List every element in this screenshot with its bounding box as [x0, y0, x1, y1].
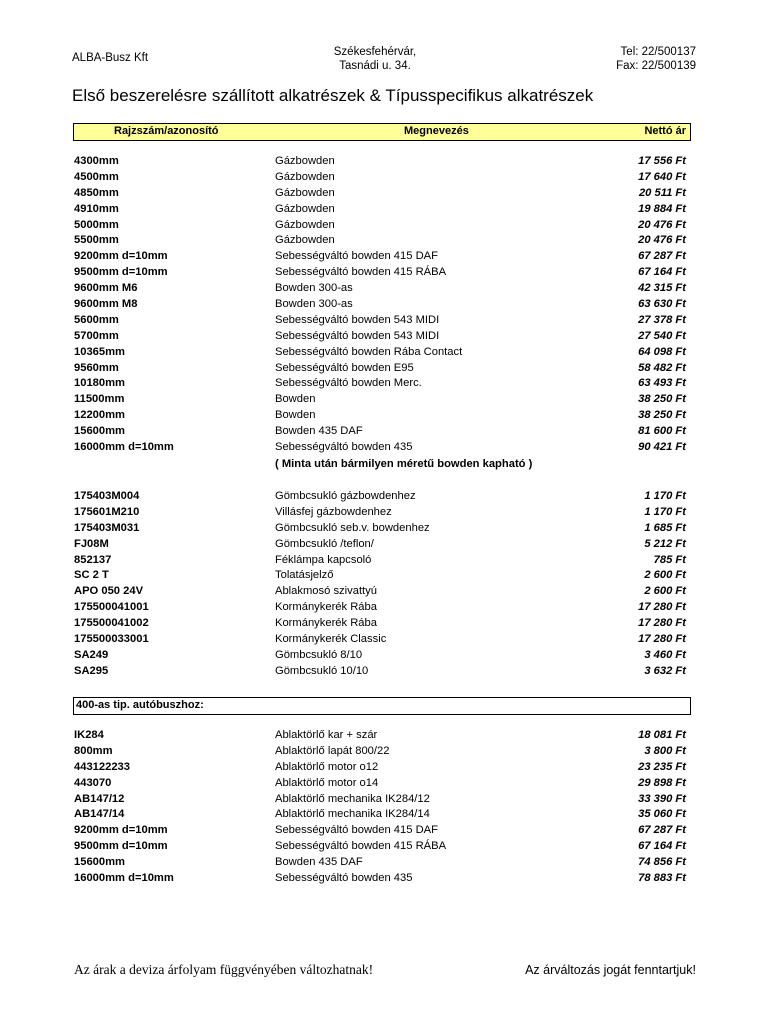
row-code: IK284 — [74, 729, 104, 741]
table-row — [0, 440, 768, 456]
row-name: Ablaktörlő motor o14 — [275, 776, 379, 789]
parts-table-group-1 — [0, 154, 768, 456]
row-code: 12200mm — [74, 409, 126, 422]
row-price: 17 280 Ft — [638, 617, 686, 630]
table-row — [0, 648, 768, 664]
table-row — [0, 233, 768, 249]
row-code: 16000mm d=10mm — [74, 872, 174, 885]
row-price: 20 476 Ft — [638, 218, 686, 231]
row-name: Gömbcsukló seb.v. bowdenhez — [275, 521, 430, 534]
row-name: Sebességváltó bowden Rába Contact — [275, 345, 463, 358]
table-row — [0, 839, 768, 855]
address-city: Székesfehérvár, — [333, 46, 417, 58]
table-row — [0, 871, 768, 887]
row-name: Kormánykerék Rába — [275, 617, 377, 630]
row-name: Bowden — [275, 393, 316, 406]
row-price: 67 287 Ft — [638, 250, 686, 263]
row-price: 27 378 Ft — [638, 313, 686, 326]
table-row — [0, 855, 768, 871]
row-price: 27 540 Ft — [638, 329, 686, 342]
phone-number: Tel: 22/500137 — [620, 46, 696, 58]
row-price: 3 632 Ft — [644, 664, 686, 677]
row-price: 67 164 Ft — [638, 840, 686, 853]
parts-table-group-3 — [0, 728, 768, 887]
table-row — [0, 376, 768, 392]
row-name: Ablaktörlő lapát 800/22 — [275, 744, 390, 757]
row-price: 81 600 Ft — [638, 425, 686, 438]
table-row — [0, 281, 768, 297]
row-name: Tolatásjelző — [275, 569, 334, 582]
row-name: Gázbowden — [275, 170, 335, 183]
row-name: Bowden 435 DAF — [275, 425, 363, 438]
table-row — [0, 553, 768, 569]
row-price: 42 315 Ft — [638, 282, 686, 295]
row-name: Sebességváltó bowden 435 — [275, 441, 413, 454]
row-name: Gázbowden — [275, 186, 335, 199]
column-header-price: Nettó ár — [644, 125, 686, 137]
row-code: SA249 — [74, 648, 109, 661]
row-price: 3 460 Ft — [644, 648, 686, 661]
row-code: 15600mm — [74, 856, 126, 869]
company-name: ALBA-Busz Kft — [72, 52, 149, 64]
row-price: 58 482 Ft — [638, 361, 686, 374]
row-code: 15600mm — [74, 425, 126, 438]
row-name: Sebességváltó bowden 543 MIDI — [275, 313, 440, 326]
row-code: 5700mm — [74, 329, 119, 342]
row-name: Bowden 300-as — [275, 298, 353, 311]
table-row — [0, 744, 768, 760]
table-row — [0, 616, 768, 632]
row-name: Bowden — [275, 409, 316, 422]
table-column-header — [73, 123, 691, 141]
row-price: 38 250 Ft — [638, 409, 686, 422]
row-price: 63 493 Ft — [638, 377, 686, 390]
table-row — [0, 392, 768, 408]
row-code: 9600mm M8 — [74, 298, 138, 311]
table-row — [0, 823, 768, 839]
row-code: 175500041001 — [74, 601, 149, 614]
row-price: 64 098 Ft — [638, 345, 686, 358]
row-price: 1 685 Ft — [644, 521, 686, 534]
row-code: 4300mm — [74, 155, 119, 167]
row-code: 9200mm d=10mm — [74, 824, 168, 837]
company-address — [300, 45, 450, 73]
table-row — [0, 249, 768, 265]
row-name: Ablaktörlő mechanika IK284/12 — [275, 792, 430, 805]
row-code: 175500033001 — [74, 633, 149, 646]
row-code: 175500041002 — [74, 617, 149, 630]
row-code: 5500mm — [74, 234, 119, 247]
row-price: 23 235 Ft — [638, 760, 686, 773]
row-code: SC 2 T — [74, 569, 109, 582]
row-price: 785 Ft — [653, 553, 686, 566]
row-name: Gázbowden — [275, 155, 335, 167]
table-row — [0, 424, 768, 440]
row-price: 33 390 Ft — [638, 792, 686, 805]
row-code: 800mm — [74, 744, 113, 757]
table-row — [0, 489, 768, 505]
row-name: Sebességváltó bowden 415 DAF — [275, 250, 438, 263]
row-code: 175403M031 — [74, 521, 140, 534]
table-row — [0, 408, 768, 424]
row-code: 11500mm — [74, 393, 125, 406]
row-price: 78 883 Ft — [638, 872, 686, 885]
row-code: 443070 — [74, 776, 112, 789]
footer-rights-notice: Az árváltozás jogát fenntartjuk! — [525, 963, 696, 977]
row-code: 175403M004 — [74, 490, 140, 502]
table-row — [0, 297, 768, 313]
column-header-code: Rajzszám/azonosító — [114, 125, 219, 137]
row-code: 9200mm d=10mm — [74, 250, 168, 263]
row-price: 17 280 Ft — [638, 601, 686, 614]
table-row — [0, 218, 768, 234]
row-price: 1 170 Ft — [644, 505, 686, 518]
table-row — [0, 760, 768, 776]
row-name: Ablaktörlő kar + szár — [275, 729, 378, 741]
row-code: FJ08M — [74, 537, 109, 550]
table-row — [0, 505, 768, 521]
table-row — [0, 600, 768, 616]
row-name: Sebességváltó bowden E95 — [275, 361, 414, 374]
page-title: Első beszerelésre szállított alkatrészek & Típusspecifikus alkatrészek — [72, 86, 594, 105]
table-row — [0, 584, 768, 600]
row-name: Villásfej gázbowdenhez — [275, 505, 392, 518]
table-row — [0, 329, 768, 345]
company-contact — [616, 45, 696, 73]
parts-table-group-2 — [0, 489, 768, 680]
row-price: 3 800 Ft — [644, 744, 686, 757]
table-row — [0, 568, 768, 584]
row-code: SA295 — [74, 664, 109, 677]
row-code: 9560mm — [74, 361, 119, 374]
column-header-name: Megnevezés — [404, 125, 469, 137]
table-row — [0, 154, 768, 170]
table-row — [0, 792, 768, 808]
fax-number: Fax: 22/500139 — [616, 60, 696, 72]
row-name: Kormánykerék Classic — [275, 633, 387, 646]
row-price: 2 600 Ft — [644, 585, 686, 598]
row-code: APO 050 24V — [74, 585, 144, 598]
footer-price-notice: Az árak a deviza árfolyam függvényében változhatnak! — [74, 962, 374, 977]
table-row — [0, 186, 768, 202]
row-name: Sebességváltó bowden 415 DAF — [275, 824, 438, 837]
row-name: Kormánykerék Rába — [275, 601, 377, 614]
row-price: 18 081 Ft — [638, 729, 686, 741]
table-row — [0, 664, 768, 680]
row-code: 4850mm — [74, 186, 119, 199]
row-price: 67 287 Ft — [638, 824, 686, 837]
row-name: Gázbowden — [275, 234, 335, 247]
row-price: 19 884 Ft — [638, 202, 686, 215]
row-name: Gömbcsukló 10/10 — [275, 664, 369, 677]
row-price: 38 250 Ft — [638, 393, 686, 406]
row-name: Gázbowden — [275, 202, 335, 215]
row-code: 4500mm — [74, 170, 119, 183]
row-price: 67 164 Ft — [638, 266, 686, 279]
row-price: 35 060 Ft — [638, 808, 686, 821]
section-header-400 — [73, 697, 691, 715]
row-price: 63 630 Ft — [638, 298, 686, 311]
row-price: 2 600 Ft — [644, 569, 686, 582]
row-price: 17 280 Ft — [638, 633, 686, 646]
table-row — [0, 776, 768, 792]
table-row — [0, 361, 768, 377]
row-price: 29 898 Ft — [638, 776, 686, 789]
row-name: Gömbcsukló 8/10 — [275, 648, 363, 661]
row-price: 17 556 Ft — [638, 155, 686, 167]
table-row — [0, 632, 768, 648]
section-title-400: 400-as tip. autóbuszhoz: — [76, 699, 204, 711]
row-name: Gömbcsukló /teflon/ — [275, 537, 374, 550]
row-name: Ablakmosó szivattyú — [275, 585, 377, 598]
row-price: 1 170 Ft — [644, 490, 686, 502]
row-name: Bowden 300-as — [275, 282, 353, 295]
row-name: Féklámpa kapcsoló — [275, 553, 372, 566]
row-code: 175601M210 — [74, 505, 140, 518]
row-code: 852137 — [74, 553, 112, 566]
row-name: Gázbowden — [275, 218, 335, 231]
table-row — [0, 313, 768, 329]
row-code: 9500mm d=10mm — [74, 266, 168, 279]
row-code: AB147/14 — [74, 808, 125, 821]
row-code: 5000mm — [74, 218, 119, 231]
row-name: Sebességváltó bowden Merc. — [275, 377, 422, 390]
row-price: 5 212 Ft — [644, 537, 686, 550]
table-row — [0, 537, 768, 553]
row-code: 443122233 — [74, 760, 130, 773]
row-name: Ablaktörlő motor o12 — [275, 760, 379, 773]
row-name: Sebességváltó bowden 415 RÁBA — [275, 266, 447, 279]
row-price: 74 856 Ft — [638, 856, 686, 869]
row-price: 17 640 Ft — [638, 170, 686, 183]
row-price: 20 476 Ft — [638, 234, 686, 247]
row-name: Sebességváltó bowden 435 — [275, 872, 413, 885]
row-code: 5600mm — [74, 313, 119, 326]
row-code: 10180mm — [74, 377, 126, 390]
address-street: Tasnádi u. 34. — [339, 60, 411, 72]
row-price: 20 511 Ft — [638, 186, 686, 199]
row-code: AB147/12 — [74, 792, 125, 805]
row-code: 4910mm — [74, 202, 119, 215]
row-name: Gömbcsukló gázbowdenhez — [275, 490, 416, 502]
row-code: 9500mm d=10mm — [74, 840, 168, 853]
table-row — [0, 202, 768, 218]
row-name: Sebességváltó bowden 543 MIDI — [275, 329, 440, 342]
table-row — [0, 728, 768, 744]
table-row — [0, 521, 768, 537]
table-row — [0, 265, 768, 281]
row-name: Sebességváltó bowden 415 RÁBA — [275, 840, 447, 853]
row-code: 10365mm — [74, 345, 126, 358]
row-code: 9600mm M6 — [74, 282, 138, 295]
row-code: 16000mm d=10mm — [74, 441, 174, 454]
table-row — [0, 170, 768, 186]
table-row — [0, 345, 768, 361]
row-name: Bowden 435 DAF — [275, 856, 363, 869]
table-row — [0, 807, 768, 823]
bowden-size-note: ( Minta után bármilyen méretű bowden kapható ) — [275, 458, 533, 470]
row-price: 90 421 Ft — [638, 441, 686, 454]
row-name: Ablaktörlő mechanika IK284/14 — [275, 808, 430, 821]
